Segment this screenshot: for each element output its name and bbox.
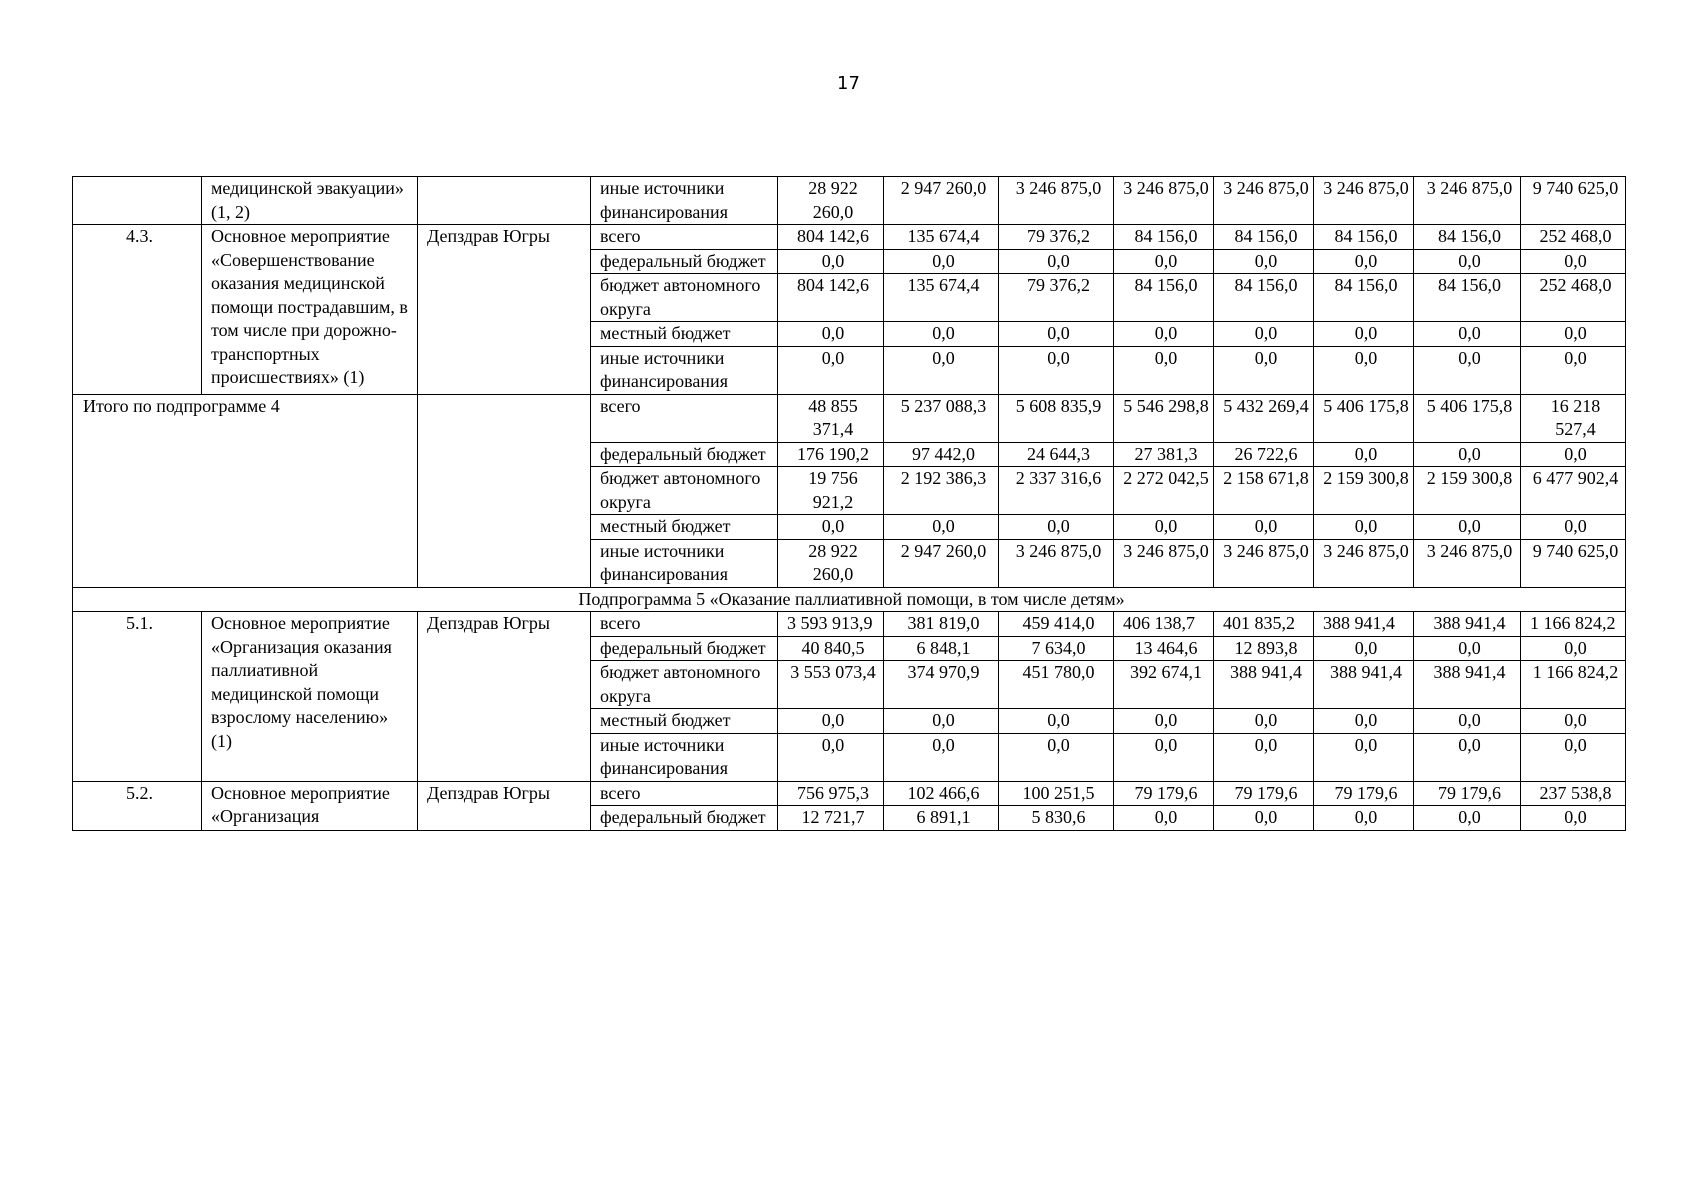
value-cell: 2 337 316,6 xyxy=(999,467,1114,515)
value-cell: 0,0 xyxy=(778,733,884,781)
value-cell: 0,0 xyxy=(1314,322,1414,347)
value-cell: 3 246 875,0 xyxy=(1114,539,1214,587)
table-row xyxy=(73,225,1626,250)
value-cell: 0,0 xyxy=(884,322,999,347)
value-cell: 0,0 xyxy=(884,733,999,781)
value-cell: 0,0 xyxy=(1214,806,1314,831)
table-row xyxy=(73,177,1626,225)
value-cell: 0,0 xyxy=(1521,322,1626,347)
source-cell: местный бюджет xyxy=(591,322,778,347)
value-cell: 451 780,0 xyxy=(999,661,1114,709)
value-cell: 0,0 xyxy=(884,709,999,734)
value-cell: 0,0 xyxy=(1521,733,1626,781)
value-cell: 0,0 xyxy=(1414,346,1521,394)
value-cell: 0,0 xyxy=(1521,249,1626,274)
value-cell: 3 246 875,0 xyxy=(999,177,1114,225)
value-cell: 0,0 xyxy=(999,322,1114,347)
value-cell: 12 721,7 xyxy=(778,806,884,831)
responsible-cell xyxy=(418,177,591,225)
source-cell: иные источники финансирования xyxy=(591,733,778,781)
value-cell: 19 756 921,2 xyxy=(778,467,884,515)
value-cell: 48 855 371,4 xyxy=(778,394,884,442)
source-cell: иные источники финансирования xyxy=(591,177,778,225)
value-cell: 6 891,1 xyxy=(884,806,999,831)
value-cell: 388 941,4 xyxy=(1214,661,1314,709)
value-cell: 27 381,3 xyxy=(1114,442,1214,467)
value-cell: 0,0 xyxy=(1414,515,1521,540)
measure-name-cell: медицинской эвакуации» (1, 2) xyxy=(202,177,418,225)
value-cell: 0,0 xyxy=(778,249,884,274)
responsible-cell xyxy=(418,394,591,587)
source-cell: федеральный бюджет xyxy=(591,442,778,467)
value-cell: 79 376,2 xyxy=(999,274,1114,322)
value-cell: 2 192 386,3 xyxy=(884,467,999,515)
value-cell: 2 272 042,5 xyxy=(1114,467,1214,515)
value-cell: 26 722,6 xyxy=(1214,442,1314,467)
section-header-row xyxy=(73,587,1626,612)
value-cell: 0,0 xyxy=(1214,515,1314,540)
value-cell: 9 740 625,0 xyxy=(1521,539,1626,587)
measure-name-cell: Основное мероприятие «Совершенствование оказания медицинской помощи пострадавшим, в том числе при дорожно-транспортных происшествиях» (1) xyxy=(202,225,418,395)
value-cell: 2 159 300,8 xyxy=(1314,467,1414,515)
value-cell: 0,0 xyxy=(1114,515,1214,540)
value-cell: 135 674,4 xyxy=(884,225,999,250)
value-cell: 13 464,6 xyxy=(1114,636,1214,661)
source-cell: бюджет автономного округа xyxy=(591,274,778,322)
value-cell: 0,0 xyxy=(1114,806,1214,831)
value-cell: 0,0 xyxy=(999,709,1114,734)
value-cell: 0,0 xyxy=(1314,733,1414,781)
value-cell: 0,0 xyxy=(1414,636,1521,661)
measure-name-cell: Основное мероприятие «Организация xyxy=(202,781,418,830)
value-cell: 0,0 xyxy=(1414,322,1521,347)
value-cell: 0,0 xyxy=(1521,346,1626,394)
subprogram-title: Подпрограмма 5 «Оказание паллиативной помощи, в том числе детям» xyxy=(73,587,1626,612)
value-cell: 6 477 902,4 xyxy=(1521,467,1626,515)
table-row xyxy=(73,394,1626,442)
value-cell: 84 156,0 xyxy=(1314,274,1414,322)
value-cell: 756 975,3 xyxy=(778,781,884,806)
source-cell: федеральный бюджет xyxy=(591,806,778,831)
value-cell: 252 468,0 xyxy=(1521,274,1626,322)
value-cell: 102 466,6 xyxy=(884,781,999,806)
value-cell: 0,0 xyxy=(1414,806,1521,831)
value-cell: 1 166 824,2 xyxy=(1521,661,1626,709)
responsible-cell: Депздрав Югры xyxy=(418,225,591,395)
value-cell: 16 218 527,4 xyxy=(1521,394,1626,442)
value-cell: 135 674,4 xyxy=(884,274,999,322)
source-cell: всего xyxy=(591,394,778,442)
value-cell: 3 246 875,0 xyxy=(1314,539,1414,587)
value-cell: 804 142,6 xyxy=(778,274,884,322)
value-cell: 459 414,0 xyxy=(999,612,1114,637)
value-cell: 12 893,8 xyxy=(1214,636,1314,661)
measure-index: 5.1. xyxy=(73,612,202,782)
value-cell: 2 159 300,8 xyxy=(1414,467,1521,515)
value-cell: 0,0 xyxy=(884,515,999,540)
value-cell: 0,0 xyxy=(1314,709,1414,734)
value-cell: 0,0 xyxy=(1314,636,1414,661)
source-cell: федеральный бюджет xyxy=(591,636,778,661)
value-cell: 28 922 260,0 xyxy=(778,539,884,587)
value-cell: 3 246 875,0 xyxy=(1314,177,1414,225)
value-cell: 2 947 260,0 xyxy=(884,177,999,225)
value-cell: 237 538,8 xyxy=(1521,781,1626,806)
value-cell: 7 634,0 xyxy=(999,636,1114,661)
value-cell: 804 142,6 xyxy=(778,225,884,250)
value-cell: 0,0 xyxy=(1214,709,1314,734)
value-cell: 84 156,0 xyxy=(1114,274,1214,322)
value-cell: 0,0 xyxy=(999,346,1114,394)
responsible-cell: Депздрав Югры xyxy=(418,612,591,782)
value-cell: 0,0 xyxy=(1114,249,1214,274)
value-cell: 3 246 875,0 xyxy=(1214,177,1314,225)
value-cell: 0,0 xyxy=(1214,322,1314,347)
table-row xyxy=(73,781,1626,806)
value-cell: 388 941,4 xyxy=(1314,612,1414,637)
source-cell: бюджет автономного округа xyxy=(591,467,778,515)
value-cell: 3 246 875,0 xyxy=(1114,177,1214,225)
value-cell: 40 840,5 xyxy=(778,636,884,661)
value-cell: 0,0 xyxy=(1414,733,1521,781)
budget-table xyxy=(72,176,1626,831)
source-cell: иные источники финансирования xyxy=(591,539,778,587)
value-cell: 0,0 xyxy=(999,249,1114,274)
source-cell: местный бюджет xyxy=(591,709,778,734)
value-cell: 388 941,4 xyxy=(1314,661,1414,709)
value-cell: 79 179,6 xyxy=(1114,781,1214,806)
value-cell: 0,0 xyxy=(1521,806,1626,831)
responsible-cell: Депздрав Югры xyxy=(418,781,591,830)
page-number: 17 xyxy=(837,73,860,94)
value-cell: 0,0 xyxy=(1414,709,1521,734)
value-cell: 0,0 xyxy=(778,346,884,394)
value-cell: 0,0 xyxy=(1214,249,1314,274)
value-cell: 406 138,7 xyxy=(1114,612,1214,637)
value-cell: 0,0 xyxy=(999,733,1114,781)
value-cell: 392 674,1 xyxy=(1114,661,1214,709)
value-cell: 79 179,6 xyxy=(1214,781,1314,806)
value-cell: 388 941,4 xyxy=(1414,612,1521,637)
value-cell: 1 166 824,2 xyxy=(1521,612,1626,637)
value-cell: 5 608 835,9 xyxy=(999,394,1114,442)
value-cell: 9 740 625,0 xyxy=(1521,177,1626,225)
value-cell: 84 156,0 xyxy=(1314,225,1414,250)
value-cell: 3 246 875,0 xyxy=(1214,539,1314,587)
source-cell: иные источники финансирования xyxy=(591,346,778,394)
value-cell: 6 848,1 xyxy=(884,636,999,661)
value-cell: 3 246 875,0 xyxy=(1414,177,1521,225)
value-cell: 3 593 913,9 xyxy=(778,612,884,637)
value-cell: 374 970,9 xyxy=(884,661,999,709)
value-cell: 5 830,6 xyxy=(999,806,1114,831)
value-cell: 252 468,0 xyxy=(1521,225,1626,250)
value-cell: 0,0 xyxy=(1521,515,1626,540)
value-cell: 84 156,0 xyxy=(1214,274,1314,322)
source-cell: всего xyxy=(591,781,778,806)
value-cell: 24 644,3 xyxy=(999,442,1114,467)
value-cell: 0,0 xyxy=(999,515,1114,540)
value-cell: 3 553 073,4 xyxy=(778,661,884,709)
value-cell: 3 246 875,0 xyxy=(1414,539,1521,587)
value-cell: 0,0 xyxy=(1521,442,1626,467)
value-cell: 0,0 xyxy=(778,709,884,734)
value-cell: 0,0 xyxy=(1521,636,1626,661)
value-cell: 176 190,2 xyxy=(778,442,884,467)
value-cell: 0,0 xyxy=(778,515,884,540)
value-cell: 0,0 xyxy=(1114,346,1214,394)
value-cell: 0,0 xyxy=(1414,249,1521,274)
value-cell: 84 156,0 xyxy=(1214,225,1314,250)
source-cell: местный бюджет xyxy=(591,515,778,540)
value-cell: 5 432 269,4 xyxy=(1214,394,1314,442)
source-cell: всего xyxy=(591,225,778,250)
value-cell: 0,0 xyxy=(1114,709,1214,734)
value-cell: 401 835,2 xyxy=(1214,612,1314,637)
value-cell: 0,0 xyxy=(1314,249,1414,274)
value-cell: 5 237 088,3 xyxy=(884,394,999,442)
measure-name-cell: Основное мероприятие «Организация оказания паллиативной медицинской помощи взрослому населению» (1) xyxy=(202,612,418,782)
value-cell: 0,0 xyxy=(884,346,999,394)
value-cell: 0,0 xyxy=(1314,442,1414,467)
value-cell: 388 941,4 xyxy=(1414,661,1521,709)
value-cell: 28 922 260,0 xyxy=(778,177,884,225)
value-cell: 0,0 xyxy=(884,249,999,274)
value-cell: 79 376,2 xyxy=(999,225,1114,250)
value-cell: 0,0 xyxy=(1214,733,1314,781)
value-cell: 0,0 xyxy=(1314,806,1414,831)
value-cell: 0,0 xyxy=(1114,322,1214,347)
measure-index: 4.3. xyxy=(73,225,202,395)
value-cell: 5 406 175,8 xyxy=(1414,394,1521,442)
value-cell: 5 546 298,8 xyxy=(1114,394,1214,442)
value-cell: 0,0 xyxy=(1521,709,1626,734)
source-cell: бюджет автономного округа xyxy=(591,661,778,709)
value-cell: 97 442,0 xyxy=(884,442,999,467)
value-cell: 2 947 260,0 xyxy=(884,539,999,587)
value-cell: 0,0 xyxy=(1314,346,1414,394)
measure-index: 5.2. xyxy=(73,781,202,830)
value-cell: 84 156,0 xyxy=(1114,225,1214,250)
value-cell: 381 819,0 xyxy=(884,612,999,637)
value-cell: 79 179,6 xyxy=(1414,781,1521,806)
value-cell: 0,0 xyxy=(778,322,884,347)
value-cell: 84 156,0 xyxy=(1414,225,1521,250)
value-cell: 79 179,6 xyxy=(1314,781,1414,806)
value-cell: 2 158 671,8 xyxy=(1214,467,1314,515)
index-cell xyxy=(73,177,202,225)
value-cell: 0,0 xyxy=(1314,515,1414,540)
value-cell: 0,0 xyxy=(1414,442,1521,467)
value-cell: 0,0 xyxy=(1214,346,1314,394)
value-cell: 0,0 xyxy=(1114,733,1214,781)
value-cell: 100 251,5 xyxy=(999,781,1114,806)
value-cell: 84 156,0 xyxy=(1414,274,1521,322)
table-row xyxy=(73,612,1626,637)
source-cell: федеральный бюджет xyxy=(591,249,778,274)
value-cell: 3 246 875,0 xyxy=(999,539,1114,587)
total-label-cell: Итого по подпрограмме 4 xyxy=(73,394,418,587)
value-cell: 5 406 175,8 xyxy=(1314,394,1414,442)
source-cell: всего xyxy=(591,612,778,637)
